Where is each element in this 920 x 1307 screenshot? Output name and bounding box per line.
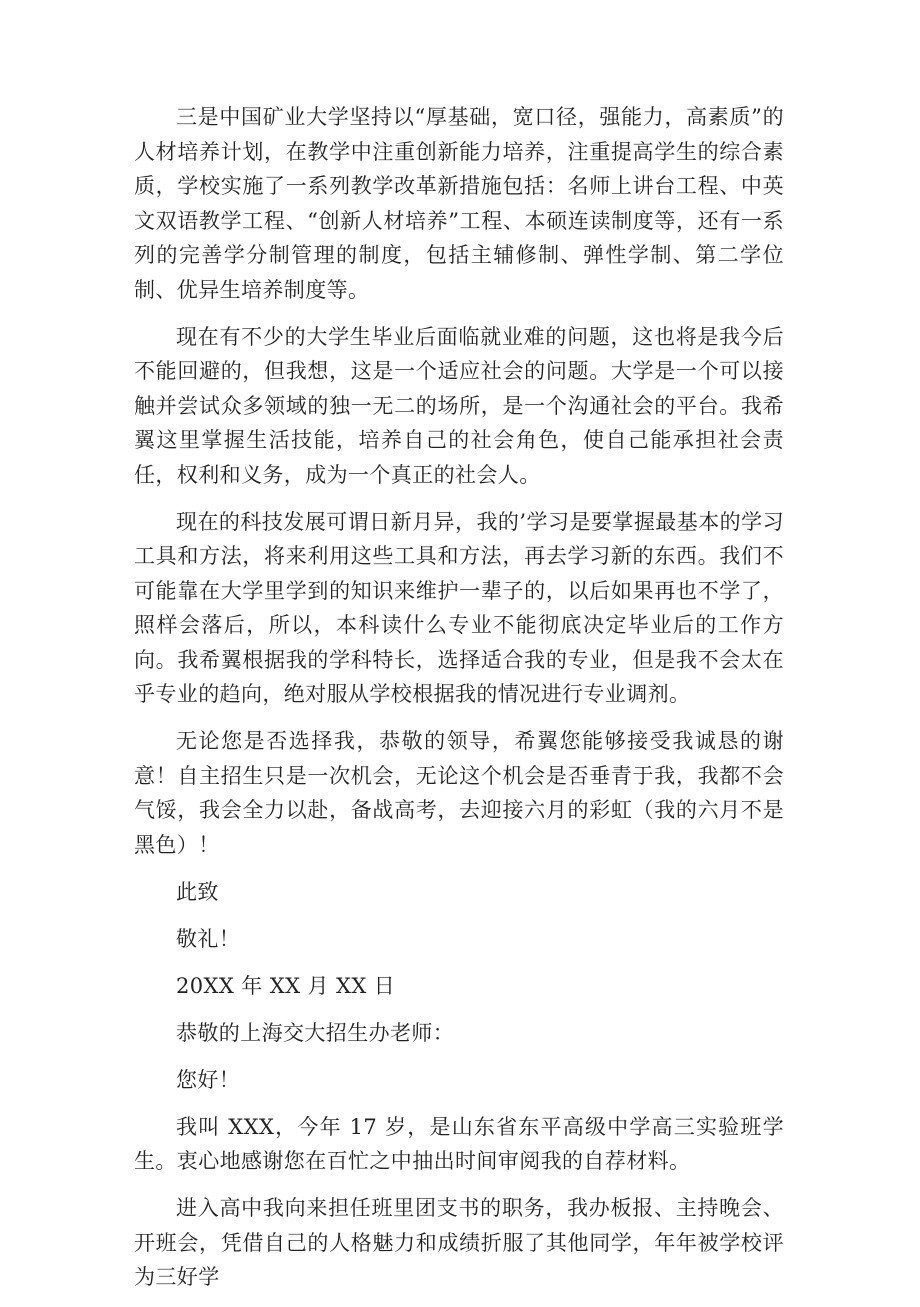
second-letter-greeting: 恭敬的上海交大招生办老师： (176, 1020, 455, 1045)
paragraph-curriculum: 三是中国矿业大学坚持以“厚基础，宽口径，强能力，高素质”的人材培养计划，在教学中注重创新能力培养，注重提高学生的综合素质，学校实施了一系列教学改革新措施包括：名师上讲台工程、中英文双语教学工程、“创新人材培养”工程、本硕连读制度等，还有一系列的完善学分制管理的制度，包括主辅修制、弹性学制、第二学位制、优异生培养制度等。 (134, 105, 784, 302)
paragraph-employment: 现在有不少的大学生毕业后面临就业难的问题，这也将是我今后不能回避的，但我想，这是一个适应社会的问题。大学是一个可以接触并尝试众多领域的独一无二的场所，是一个沟通社会的平台。我希翼这里掌握生活技能，培养自己的社会角色，使自己能承担社会责任，权利和义务，成为一个真正的社会人。 (134, 324, 784, 487)
paragraph-gratitude: 无论您是否选择我，恭敬的领导，希翼您能够接受我诚恳的谢意！自主招生只是一次机会，无论这个机会是否垂青于我，我都不会气馁，我会全力以赴，备战高考，去迎接六月的彩虹（我的六月不是黑色）！ (134, 729, 784, 857)
paragraph-technology: 现在的科技发展可谓日新月异，我的’学习是要掌握最基本的学习工具和方法，将来利用这些工具和方法，再去学习新的东西。我们不可能靠在大学里学到的知识来维护一辈子的，以后如果再也不学了，照样会落后，所以，本科读什么专业不能彻底决定毕业后的工作方向。我希翼根据我的学科特长，选择适合我的专业，但是我不会太在乎专业的趋向，绝对服从学校根据我的情况进行专业调剂。 (134, 509, 784, 706)
closing-line: 此致 (176, 879, 219, 904)
letter-body (134, 100, 784, 1307)
date-line: 20XX 年 XX 月 XX 日 (176, 973, 396, 998)
paragraph-leadership: 进入高中我向来担任班里团支书的职务，我办板报、主持晚会、开班会，凭借自己的人格魅力和成绩折服了其他同学，年年被学校评为三好学 (134, 1196, 784, 1289)
salute-line: 敬礼！ (176, 926, 241, 951)
second-letter-hello: 您好！ (176, 1067, 241, 1092)
paragraph-introduction: 我叫 XXX，今年 17 岁，是山东省东平高级中学高三实验班学生。衷心地感谢您在百忙之中抽出时间审阅我的自荐材料。 (134, 1114, 784, 1173)
